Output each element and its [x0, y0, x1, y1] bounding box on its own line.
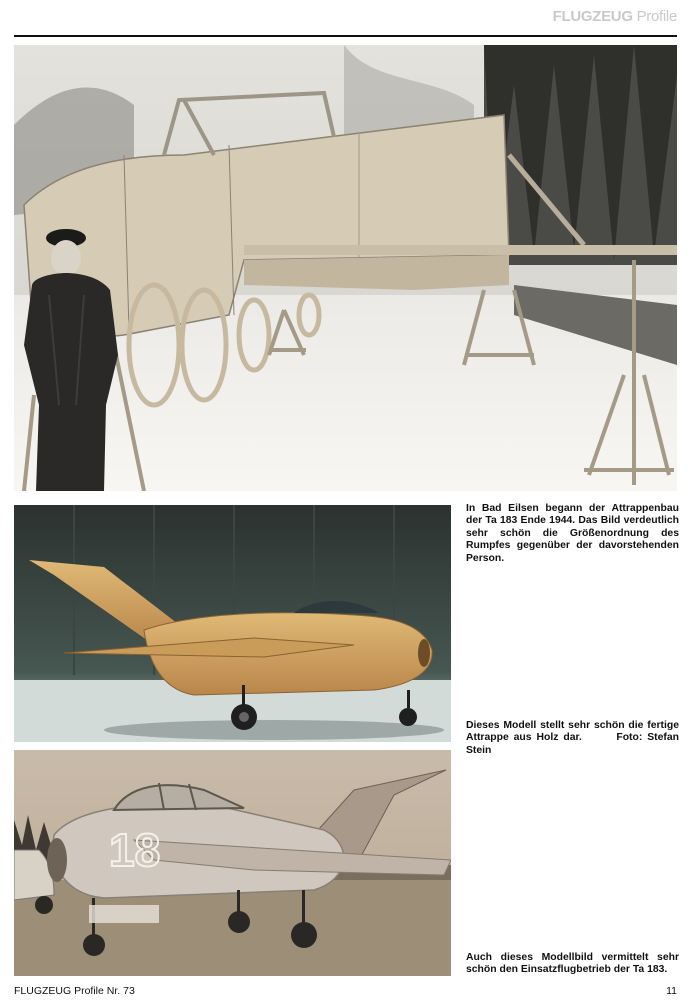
photo-model-18 — [14, 750, 451, 976]
photo-mockup-snow — [14, 45, 677, 491]
publication-title: FLUGZEUG Profile Nr. 73 — [14, 985, 135, 997]
header-brand — [553, 8, 677, 25]
brand-bold: FLUGZEUG — [552, 8, 633, 25]
caption-mockup: In Bad Eilsen begann der Attrappenbau der Ta 183 Ende 1944. Das Bild verdeutlich sehr schön die Größenordnung des Rumpfes gegenüber der davorstehenden Person. — [466, 503, 679, 564]
photo-credit: Foto: Stefan Stein — [466, 732, 679, 756]
brand-light: Profile — [636, 8, 677, 25]
page-number: 11 — [666, 985, 677, 997]
caption-wooden-model — [466, 720, 679, 757]
photo-wooden-model — [14, 505, 451, 742]
fuselage-number: 18 — [109, 824, 161, 876]
header-rule — [14, 35, 677, 37]
caption-wooden-model-text: Dieses Modell stellt sehr schön die fertige Attrappe aus Holz dar. — [466, 720, 679, 744]
caption-model-18: Auch dieses Modellbild vermittelt sehr schön den Einsatzflugbetrieb der Ta 183. — [466, 952, 679, 976]
